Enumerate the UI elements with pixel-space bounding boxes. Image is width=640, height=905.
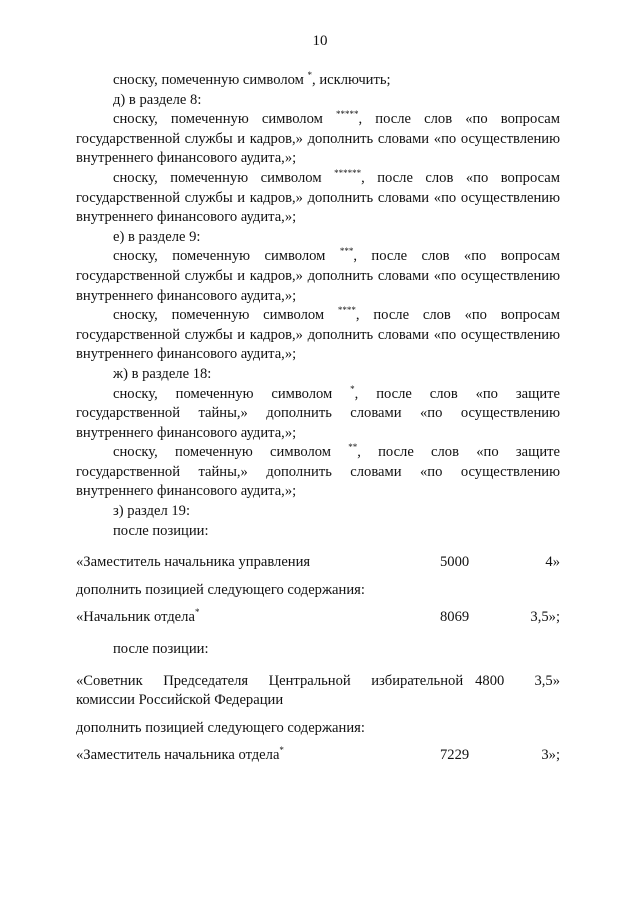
position-label: после позиции: <box>113 641 209 658</box>
position-code: 7229 <box>440 747 470 764</box>
footnote-symbol: * <box>350 383 355 394</box>
paragraph-text: сноску, помеченную символом <box>113 72 308 88</box>
paragraph-text: , после слов «по вопросам государственной службы и кадров,» дополнить словами «по осуществлению внутреннего финансового аудита,»; <box>76 307 560 363</box>
footnote-symbol: * <box>194 607 200 618</box>
position-value: 3,5» <box>534 672 560 689</box>
position-name <box>76 608 440 628</box>
position-value: 3,5»; <box>530 609 560 626</box>
paragraph-text: , после слов «по вопросам государственной службы и кадров,» дополнить словами «по осуществлению внутреннего финансового аудита,»; <box>76 169 560 226</box>
section-heading: е) в разделе 9: <box>113 228 201 245</box>
footnote-symbol: *** <box>339 246 354 257</box>
section-heading: ж) в разделе 18: <box>113 365 212 382</box>
table-row <box>76 608 560 628</box>
footnote-symbol: ****** <box>334 168 362 179</box>
paragraph-text: сноску, помеченную символом <box>113 111 336 128</box>
position-name: «Советник Председателя Центральной избирательной комиссии Российской Федерации <box>76 672 464 709</box>
paragraph <box>76 71 560 91</box>
paragraph <box>76 443 560 502</box>
paragraph-text: сноску, помеченную символом <box>113 307 338 324</box>
section-heading: д) в разделе 8: <box>113 91 202 108</box>
position-name-text: «Заместитель начальника отдела <box>76 747 280 764</box>
footnote-symbol: * <box>307 70 313 81</box>
paragraph <box>76 306 560 365</box>
table-row <box>76 553 560 573</box>
page-number: 10 <box>312 33 328 49</box>
paragraph-text: , исключить; <box>312 72 391 88</box>
paragraph <box>76 169 560 228</box>
table-row <box>76 672 560 711</box>
position-value: 4» <box>545 554 560 571</box>
paragraph-text: сноску, помеченную символом <box>113 385 351 402</box>
paragraph-text: , после слов «по вопросам государственной службы и кадров,» дополнить словами «по осуществлению внутреннего финансового аудита,»; <box>76 248 560 304</box>
section-heading: з) раздел 19: <box>113 503 191 520</box>
document-body <box>76 71 560 766</box>
position-code: 4800 <box>475 672 505 689</box>
paragraph-text: сноску, помеченную символом <box>113 444 349 461</box>
paragraph-text: сноску, помеченную символом <box>113 248 340 265</box>
paragraph-text: , после слов «по вопросам государственной службы и кадров,» дополнить словами «по осуществлению внутреннего финансового аудита,»; <box>76 111 560 167</box>
position-label: после позиции: <box>113 522 209 539</box>
position-name <box>76 746 440 766</box>
paragraph <box>76 385 560 444</box>
position-code: 8069 <box>440 609 470 626</box>
paragraph-text: , после слов «по защите государственной тайны,» дополнить словами «по осуществлению внутреннего финансового аудита,»; <box>76 444 560 500</box>
add-position-label: дополнить позицией следующего содержания: <box>76 581 365 598</box>
paragraph <box>76 110 560 169</box>
position-value: 3»; <box>541 747 560 764</box>
paragraph-text: сноску, помеченную символом <box>113 169 335 186</box>
add-position-label: дополнить позицией следующего содержания: <box>76 719 365 736</box>
footnote-symbol: ** <box>348 442 358 453</box>
footnote-symbol: **** <box>337 305 356 316</box>
position-name-text: «Начальник отдела <box>76 609 195 626</box>
footnote-symbol: * <box>279 745 284 756</box>
table-row <box>76 746 560 766</box>
paragraph-text: , после слов «по защите государственной тайны,» дополнить словами «по осуществлению внутреннего финансового аудита,»; <box>76 385 560 441</box>
position-name: «Заместитель начальника управления <box>76 554 311 571</box>
paragraph <box>76 247 560 306</box>
position-code: 5000 <box>440 554 470 571</box>
footnote-symbol: ***** <box>336 109 359 120</box>
